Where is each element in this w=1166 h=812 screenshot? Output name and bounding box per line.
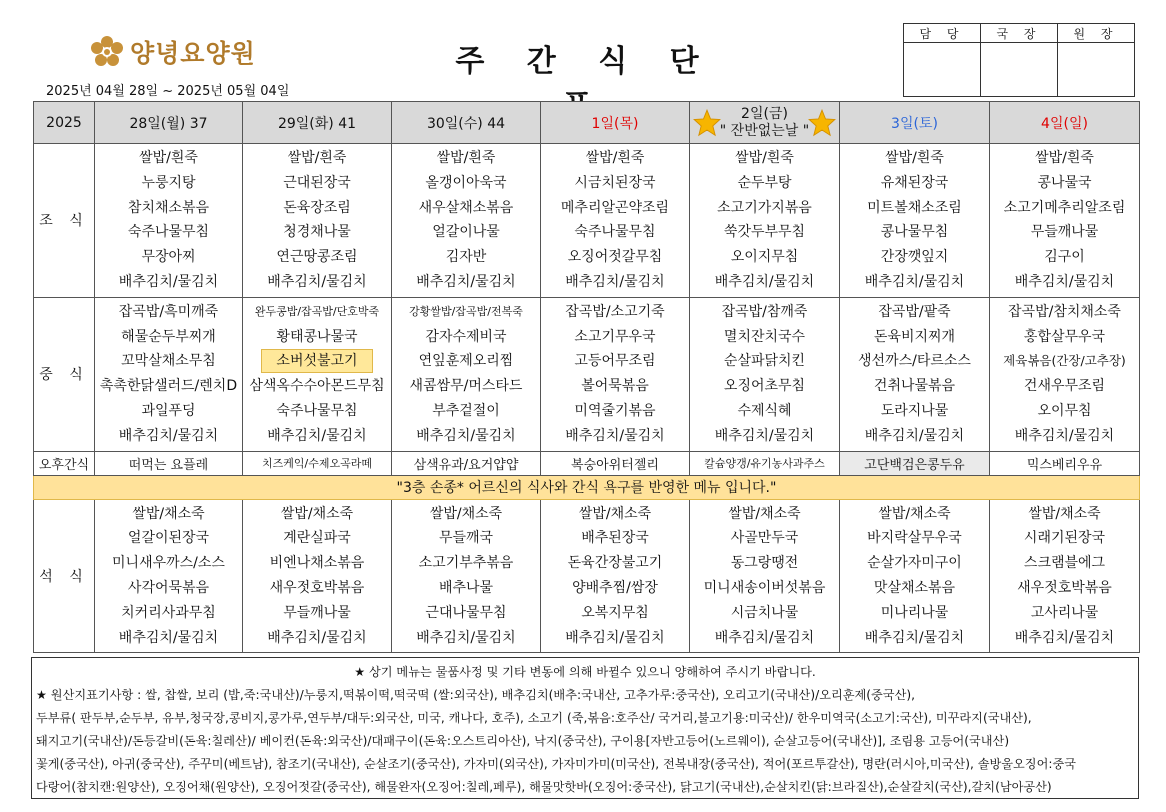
menu-item: 건취나물볶음 — [873, 378, 956, 395]
menu-item: 미트볼채소조림 — [867, 199, 962, 216]
approval-box — [903, 23, 1135, 97]
menu-item: 오징어초무침 — [723, 378, 806, 395]
menu-item: 오이무침 — [1037, 402, 1092, 419]
snack-cell: 고단백검은콩두유 — [840, 451, 990, 475]
menu-item: 강황쌀밥/잡곡밥/전복죽 — [409, 304, 523, 318]
menu-item: 볼어묵볶음 — [581, 378, 649, 395]
header-row — [34, 102, 1140, 144]
menu-item: 근대나물무침 — [425, 604, 507, 621]
breakfast-cell — [690, 144, 840, 298]
approval-sign-staff[interactable] — [904, 43, 981, 97]
menu-item: 잡곡밥/소고기죽 — [565, 303, 665, 320]
menu-item: 무들깨나물 — [1030, 224, 1099, 241]
menu-item: 숙주나물무침 — [574, 224, 656, 241]
breakfast-cell — [243, 144, 392, 298]
menu-item: 황태콩나물국 — [276, 328, 358, 345]
menu-item: 배추김치/물김치 — [416, 427, 516, 444]
menu-item: 쌀밥/흰죽 — [885, 150, 944, 166]
menu-item: 쌀밥/흰죽 — [436, 150, 496, 166]
menu-item: 메추리알곤약조림 — [560, 199, 670, 216]
menu-banner: "3층 손종* 어르신의 식사와 간식 욕구를 반영한 메뉴 입니다." — [34, 475, 1140, 499]
day-header — [690, 102, 840, 144]
menu-item: 미니새송이버섯볶음 — [703, 579, 826, 596]
snack-cell: 믹스베리우유 — [990, 451, 1140, 475]
menu-item: 얼갈이된장국 — [127, 530, 210, 547]
menu-item: 건새우무조림 — [1023, 378, 1106, 395]
menu-item: 순살파닭치킨 — [723, 353, 806, 370]
menu-item: 사골만두국 — [730, 530, 799, 547]
lunch-cell — [840, 297, 990, 451]
menu-item: 배추김치/물김치 — [118, 629, 219, 646]
lunch-label: 중 식 — [34, 297, 95, 451]
menu-item: 배추김치/물김치 — [565, 427, 665, 444]
menu-item: 근대된장국 — [283, 174, 351, 191]
menu-item: 유채된장국 — [880, 174, 949, 191]
menu-item: 콩나물무침 — [880, 224, 949, 241]
menu-item: 계란실파국 — [283, 530, 351, 547]
banner-row — [34, 475, 1140, 499]
menu-item: 배추김치/물김치 — [864, 629, 965, 646]
approval-header-staff: 담 당 — [904, 24, 981, 43]
snack-cell: 삼색유과/요거얍얍 — [392, 451, 541, 475]
menu-item: 맛살채소볶음 — [873, 579, 956, 596]
dinner-label: 석 식 — [34, 499, 95, 653]
origin-note-line: 다랑어(참치캔:원양산), 오징어채(원양산), 오징어젓갈(중국산), 해물완자(오징어:칠레,페루), 해물맛핫바(오징어:중국산), 닭고기(국내산),순살치킨(닭:브라질산),순살갈치(국산),갈치(남아공산) — [36, 780, 1052, 794]
menu-item: 배추나물 — [438, 579, 494, 596]
date-period: 2025년 04월 28일 ~ 2025년 05월 04일 — [46, 84, 290, 99]
menu-item: 비엔나채소볶음 — [269, 555, 365, 572]
menu-item: 쌀밥/채소죽 — [132, 505, 205, 522]
menu-item: 쌀밥/채소죽 — [878, 505, 951, 522]
menu-item: 삼색옥수수아몬드무침 — [249, 378, 385, 395]
day-label: 2일(금) — [741, 105, 788, 122]
breakfast-cell — [840, 144, 990, 298]
snack-row — [34, 451, 1140, 475]
menu-item: 쑥갓두부무침 — [723, 224, 806, 241]
snack-cell: 치즈케익/수제오곡라떼 — [243, 451, 392, 475]
menu-item — [243, 349, 391, 374]
menu-item: 소고기무우국 — [574, 328, 656, 345]
menu-item: 배추김치/물김치 — [864, 427, 965, 444]
page-title: 주 간 식 단 — [455, 44, 715, 79]
menu-item: 김자반 — [445, 249, 487, 266]
origin-note-line: 돼지고기(국내산)/돈등갈비(돈육:칠레산)/ 베이컨(돈육:외국산)/대패구이(돈육:오스트리아산), 낙지(중국산), 구이용[자반고등어(노르웨이), 순살고등어(국내산)], 조림용 고등어(국내산) — [36, 734, 1010, 748]
dinner-cell — [95, 499, 243, 653]
menu-item: 과일푸딩 — [141, 402, 196, 419]
weekly-menu-table — [33, 101, 1140, 653]
lunch-row — [34, 297, 1140, 451]
menu-item: 배추김치/물김치 — [267, 427, 367, 444]
menu-item: 소고기메추리알조림 — [1003, 199, 1126, 216]
menu-item: 바지락살무우국 — [867, 530, 962, 547]
menu-item: 쌀밥/채소죽 — [578, 505, 652, 522]
menu-item: 새우젓호박볶음 — [269, 579, 365, 596]
menu-item: 쌀밥/채소죽 — [280, 505, 354, 522]
menu-item: 쌀밥/흰죽 — [1035, 150, 1094, 166]
menu-item: 미니새우까스/소스 — [112, 555, 225, 572]
notice-text: ★ 상기 메뉴는 물품사정 및 기타 변동에 의해 바뀔수 있으니 양해하여 주시기 바랍니다. — [354, 665, 816, 679]
breakfast-row — [34, 144, 1140, 298]
menu-item: 올갱이아욱국 — [425, 174, 507, 191]
approval-header-head: 원 장 — [1058, 24, 1135, 43]
dinner-cell — [243, 499, 392, 653]
dinner-row — [34, 499, 1140, 653]
menu-item: 쌀밥/채소죽 — [1028, 505, 1101, 522]
menu-item: 배추김치/물김치 — [864, 273, 965, 290]
menu-item: 오이지무침 — [730, 249, 799, 266]
menu-item: 부추겉절이 — [432, 402, 500, 419]
menu-item: 잡곡밥/흑미깨죽 — [118, 303, 219, 320]
day-header: 3일(토) — [840, 102, 990, 144]
day-header: 28일(월) 37 — [95, 102, 243, 144]
day-header: 1일(목) — [541, 102, 690, 144]
star-icon — [693, 109, 721, 137]
menu-item: 고등어무조림 — [574, 353, 656, 370]
dinner-cell — [840, 499, 990, 653]
menu-item: 무들깨나물 — [283, 604, 351, 621]
menu-item: 돈육비지찌개 — [873, 328, 956, 345]
menu-item: 스크램블에그 — [1023, 555, 1106, 572]
menu-item: 배추김치/물김치 — [565, 629, 665, 646]
menu-item: 감자수제비국 — [425, 328, 507, 345]
dinner-cell — [990, 499, 1140, 653]
breakfast-cell — [541, 144, 690, 298]
menu-item: 잡곡밥/참치채소죽 — [1008, 303, 1121, 320]
menu-item: 쌀밥/흰죽 — [735, 150, 794, 166]
menu-item: 사각어묵볶음 — [127, 579, 210, 596]
approval-sign-director[interactable] — [981, 43, 1058, 97]
menu-item: 배추김치/물김치 — [416, 273, 516, 290]
menu-item: 배추김치/물김치 — [118, 273, 219, 290]
menu-item: 콩나물국 — [1037, 174, 1092, 191]
menu-item: 수제식혜 — [737, 402, 792, 419]
menu-item: 해물순두부찌개 — [121, 328, 216, 345]
menu-item: 소고기가지볶음 — [717, 199, 812, 216]
menu-item: 꼬막살채소무침 — [121, 353, 216, 370]
dinner-cell — [541, 499, 690, 653]
flower-emblem-icon — [90, 35, 124, 69]
breakfast-cell — [95, 144, 243, 298]
menu-item: 홍합살무우국 — [1023, 328, 1106, 345]
snack-cell: 복숭아위터젤리 — [541, 451, 690, 475]
lunch-cell — [990, 297, 1140, 451]
menu-item: 촉촉한닭샐러드/렌치D — [99, 378, 238, 395]
menu-item: 얼갈이나물 — [432, 224, 500, 241]
menu-item: 오복지무침 — [581, 604, 649, 621]
menu-item: 무장아찌 — [141, 249, 196, 266]
origin-note-line: ★ 원산지표기사항 : 쌀, 찹쌀, 보리 (밥,죽:국내산)/누룽지,떡볶이떡,떡국떡 (쌀:외국산), 배추김치(배추:국내산, 고추가루:중국산), 오리고기(국내산)/오리훈제(중국산), — [36, 688, 915, 702]
day-header: 30일(수) 44 — [392, 102, 541, 144]
highlighted-menu-item: 소버섯불고기 — [261, 349, 372, 373]
menu-item: 완두콩밥/잡곡밥/단호박죽 — [254, 304, 380, 318]
menu-item: 치커리사과무침 — [121, 604, 216, 621]
menu-item: 동그랑땡전 — [730, 555, 799, 572]
menu-item: 잡곡밥/팥죽 — [878, 303, 951, 320]
menu-item: 새우살채소볶음 — [418, 199, 514, 216]
menu-item: 도라지나물 — [880, 402, 949, 419]
menu-item: 양배추찜/쌈장 — [572, 579, 658, 596]
menu-item: 간장깻잎지 — [880, 249, 949, 266]
menu-item: 배추김치/물김치 — [118, 427, 219, 444]
menu-item: 제육볶음(간장/고추장) — [1003, 353, 1126, 369]
menu-item: 배추김치/물김치 — [565, 273, 665, 290]
menu-item: 청경채나물 — [283, 224, 351, 241]
menu-item: 시래기된장국 — [1023, 530, 1106, 547]
menu-item: 배추된장국 — [581, 530, 649, 547]
menu-item: 소고기부추볶음 — [418, 555, 514, 572]
menu-item: 쌀밥/흰죽 — [287, 150, 347, 166]
lunch-cell — [243, 297, 392, 451]
origin-note-line: 꽃게(중국산), 아귀(중국산), 주꾸미(베트남), 참조기(국내산), 순살조기(중국산), 가자미(외국산), 가자미가미(미국산), 전복내장(중국산), 적어(포르투갈산), 명란(러시아,미국산), 솔방울오징어:중국 — [36, 757, 1076, 771]
menu-item: 배추김치/물김치 — [714, 273, 815, 290]
logo-text: 양녕요양원 — [130, 39, 256, 68]
logo — [90, 34, 256, 70]
lunch-cell — [690, 297, 840, 451]
menu-item: 배추김치/물김치 — [714, 427, 815, 444]
menu-item: 배추김치/물김치 — [416, 629, 516, 646]
menu-item: 연근땅콩조림 — [276, 249, 358, 266]
menu-item: 미역줄기볶음 — [574, 402, 656, 419]
star-icon — [808, 109, 836, 137]
menu-item: 멸치잔치국수 — [723, 328, 806, 345]
approval-header-director: 국 장 — [981, 24, 1058, 43]
menu-item: 오징어젓갈무침 — [567, 249, 663, 266]
day-header: 4일(일) — [990, 102, 1140, 144]
menu-item: 숙주나물무침 — [276, 402, 358, 419]
day-header: 29일(화) 41 — [243, 102, 392, 144]
notes-box — [31, 657, 1139, 799]
menu-item: 쌀밥/채소죽 — [429, 505, 503, 522]
menu-item: 미나리나물 — [880, 604, 949, 621]
menu-item: 돈육간장불고기 — [567, 555, 663, 572]
year-header: 2025 — [34, 102, 95, 144]
breakfast-cell — [392, 144, 541, 298]
menu-item: 참치채소볶음 — [127, 199, 210, 216]
menu-item: 배추김치/물김치 — [1014, 273, 1115, 290]
menu-item: 새콤쌈무/머스타드 — [409, 378, 523, 395]
menu-item: 배추김치/물김치 — [267, 273, 367, 290]
snack-cell: 떠먹는 요플레 — [95, 451, 243, 475]
snack-cell: 칼슘양갱/유기농사과주스 — [690, 451, 840, 475]
lunch-cell — [541, 297, 690, 451]
menu-item: 시금치나물 — [730, 604, 799, 621]
dinner-cell — [392, 499, 541, 653]
menu-item: 새우젓호박볶음 — [1017, 579, 1112, 596]
menu-item: 생선까스/타르소스 — [858, 353, 971, 370]
dinner-cell — [690, 499, 840, 653]
menu-item: 숙주나물무침 — [127, 224, 210, 241]
menu-item: 고사리나물 — [1030, 604, 1099, 621]
lunch-cell — [392, 297, 541, 451]
breakfast-cell — [990, 144, 1140, 298]
menu-item: 순두부탕 — [737, 174, 792, 191]
menu-item: 김구이 — [1044, 249, 1085, 266]
menu-item: 배추김치/물김치 — [714, 629, 815, 646]
origin-note-line: 두부류( 판두부,순두부, 유부,청국장,콩비지,콩가루,연두부/대두:외국산, 미국, 캐나다, 호주), 소고기 (죽,볶음:호주산/ 국거리,불고기용:미국산)/ 한우미역국(소고기:국산), 미꾸라지(국내산), — [36, 711, 1032, 725]
menu-item: 돈육장조림 — [283, 199, 351, 216]
menu-item: 배추김치/물김치 — [267, 629, 367, 646]
menu-item: 쌀밥/흰죽 — [139, 150, 198, 166]
menu-item: 무들깨국 — [438, 530, 494, 547]
approval-sign-head[interactable] — [1058, 43, 1135, 97]
menu-item: 쌀밥/채소죽 — [728, 505, 801, 522]
lunch-cell — [95, 297, 243, 451]
breakfast-label: 조 식 — [34, 144, 95, 298]
snack-label: 오후간식 — [34, 451, 95, 475]
menu-item: 쌀밥/흰죽 — [585, 150, 645, 166]
menu-item: 누룽지탕 — [141, 174, 196, 191]
menu-item: 시금치된장국 — [574, 174, 656, 191]
menu-item: 배추김치/물김치 — [1014, 427, 1115, 444]
menu-item: 잡곡밥/참깨죽 — [721, 303, 808, 320]
day-sub-label: " 잔반없는날 " — [719, 122, 810, 139]
menu-item: 배추김치/물김치 — [1014, 629, 1115, 646]
menu-item: 연잎훈제오리찜 — [418, 353, 514, 370]
menu-item: 순살가자미구이 — [867, 555, 962, 572]
